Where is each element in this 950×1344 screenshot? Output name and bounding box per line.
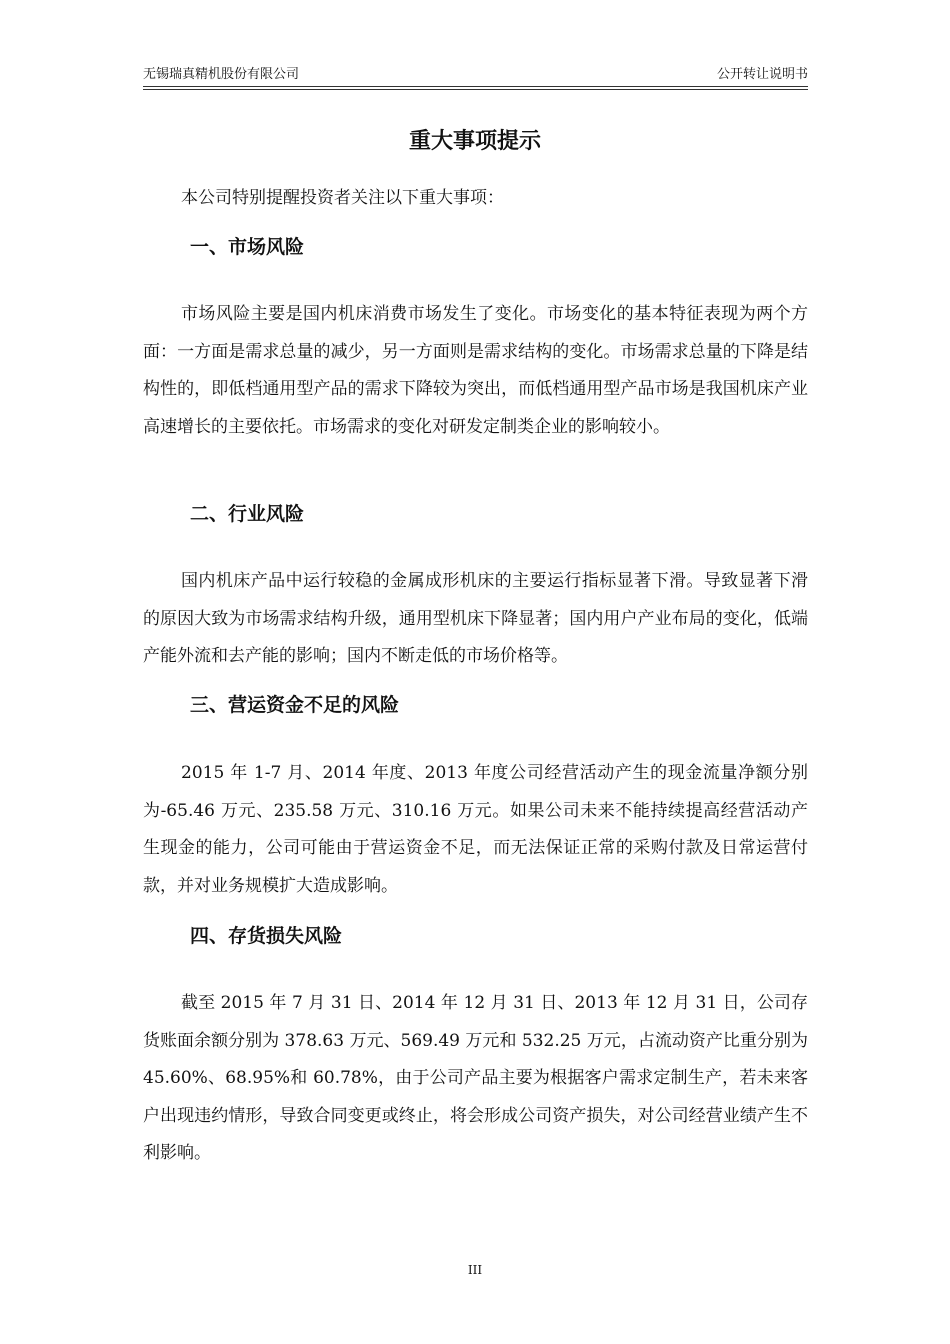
page-header [143,64,808,87]
section-heading-3: 三、营运资金不足的风险 [190,694,400,716]
page-number: III [467,1263,483,1277]
header-company: 无锡瑞真精机股份有限公司 [143,67,300,82]
section-heading-2: 二、行业风险 [190,503,305,525]
header-rule [143,89,808,90]
section-heading-4: 四、存货损失风险 [190,925,343,947]
page-title: 重大事项提示 [408,129,541,154]
section-body-3: 2015 年 1-7 月、2014 年度、2013 年度公司经营活动产生的现金流量净额分别为-65.46 万元、235.58 万元、310.16 万元。如果公司未来不能持续提高经营活动产生现金的能力，公司可能由于营运资金不足，而无法保证正常的采购付款及日常运营付款，并对业务规模扩大造成影响。 [143,763,808,896]
section-heading-1: 一、市场风险 [190,236,305,258]
intro-paragraph: 本公司特别提醒投资者关注以下重大事项： [181,188,504,208]
section-body-4: 截至 2015 年 7 月 31 日、2014 年 12 月 31 日、2013 年 12 月 31 日，公司存货账面余额分别为 378.63 万元、569.49 万元和 532.25 万元，占流动资产比重分别为 45.60%、68.95%和 60.78%，由于公司产品主要为根据客户需求定制生产，若未来客户出现违约情形，导致合同变更或终止，将会形成公司资产损失，对公司经营业绩产生不利影响。 [143,993,808,1163]
header-doc-type: 公开转让说明书 [716,67,808,82]
section-body-1: 市场风险主要是国内机床消费市场发生了变化。市场变化的基本特征表现为两个方面：一方面是需求总量的减少，另一方面则是需求结构的变化。市场需求总量的下降是结构性的，即低档通用型产品的需求下降较为突出，而低档通用型产品市场是我国机床产业高速增长的主要依托。市场需求的变化对研发定制类企业的影响较小。 [143,304,808,437]
section-body-2: 国内机床产品中运行较稳的金属成形机床的主要运行指标显著下滑。导致显著下滑的原因大致为市场需求结构升级，通用型机床下降显著；国内用户产业布局的变化，低端产能外流和去产能的影响；国内不断走低的市场价格等。 [143,571,808,666]
